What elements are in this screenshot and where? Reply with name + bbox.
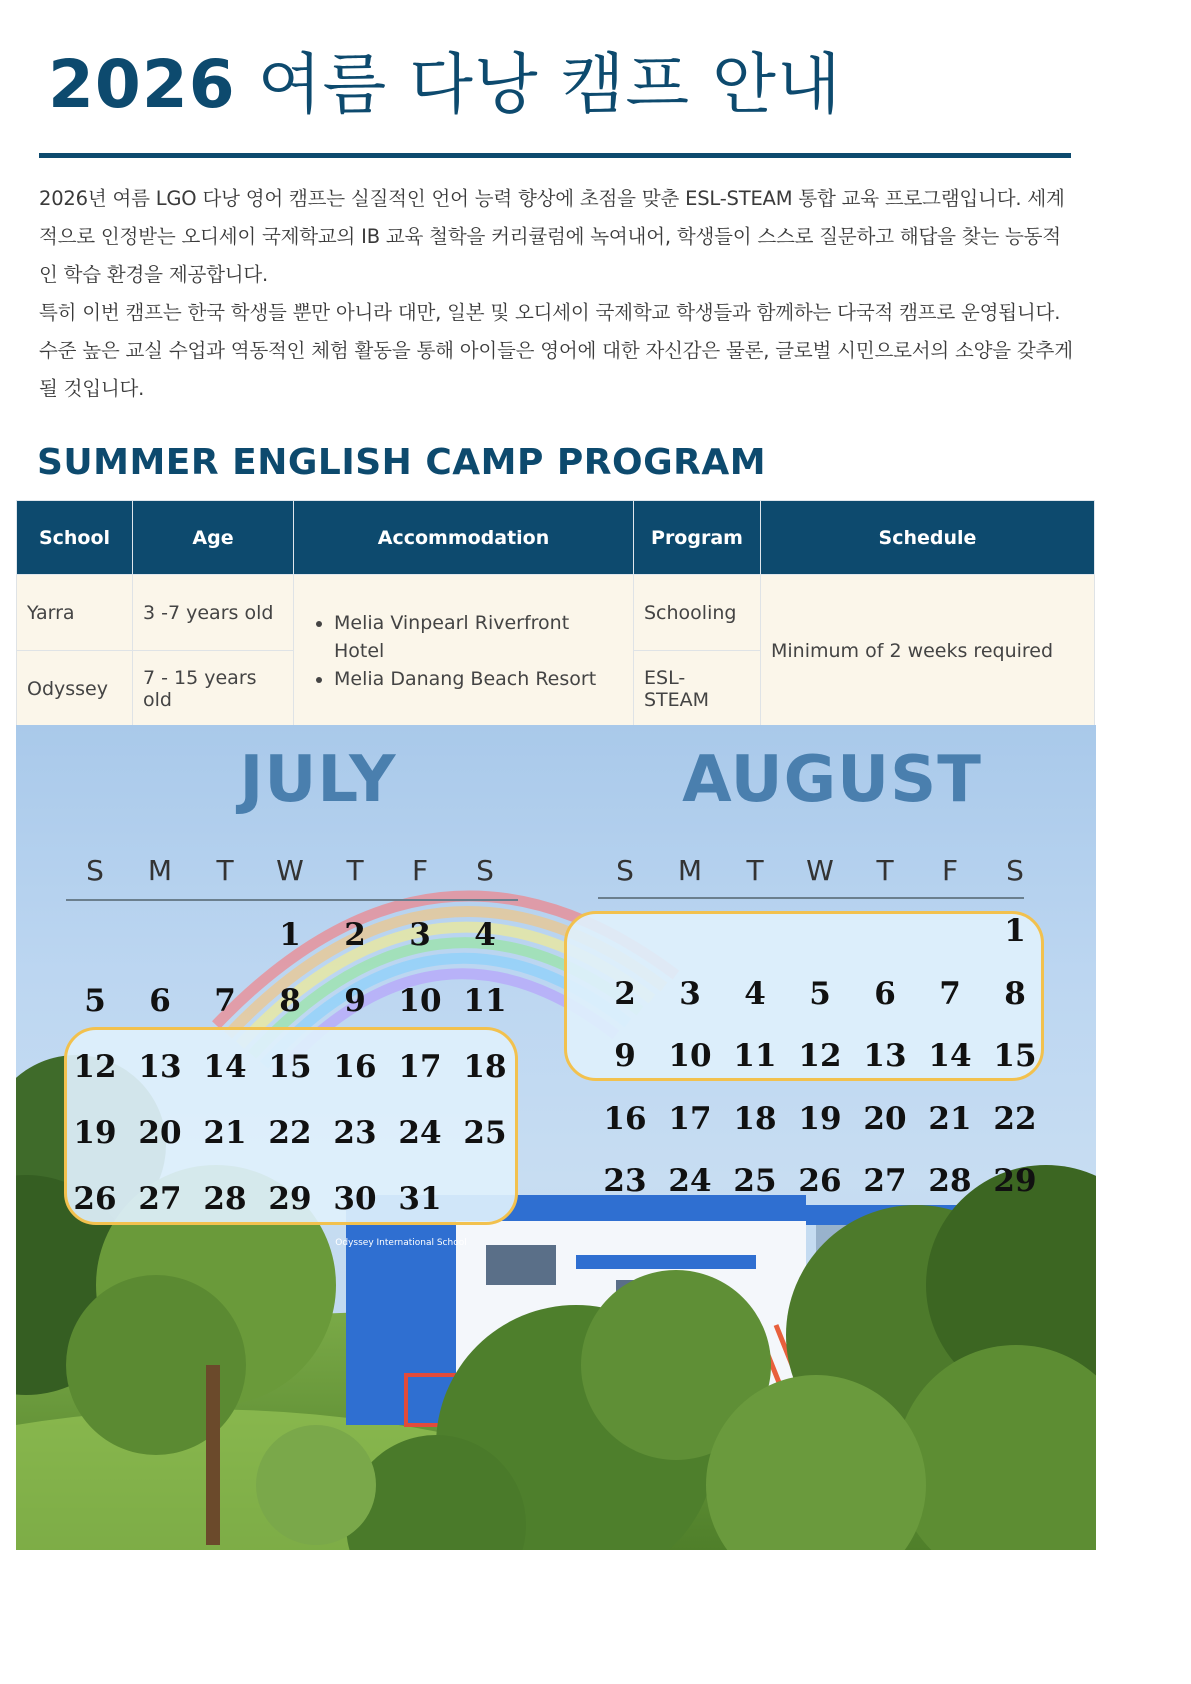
accommodation-item: • Melia Vinpearl Riverfront Hotel xyxy=(334,609,623,665)
weekday-label: T xyxy=(876,854,894,887)
calendar-day: 3 xyxy=(679,975,701,1012)
calendar-day: 10 xyxy=(668,1038,712,1074)
month-name: JULY xyxy=(239,743,397,817)
calendar-day: 26 xyxy=(73,1181,117,1217)
calendar-day: 1 xyxy=(279,917,301,953)
weekday-label: T xyxy=(216,854,234,887)
title-year: 2026 xyxy=(48,46,236,123)
calendar-day: 29 xyxy=(993,1163,1037,1199)
calendar-day: 15 xyxy=(993,1038,1037,1074)
calendar-day: 28 xyxy=(928,1163,972,1199)
calendar-divider xyxy=(66,899,518,901)
calendar-day: 21 xyxy=(928,1100,972,1137)
calendar-day: 28 xyxy=(203,1181,247,1217)
calendar-day: 6 xyxy=(149,983,171,1019)
calendar-day: 30 xyxy=(333,1181,377,1217)
calendar-day: 10 xyxy=(398,983,442,1019)
calendar-day: 8 xyxy=(279,983,301,1019)
intro-paragraph: 특히 이번 캠프는 한국 학생들 뿐만 아니라 대만, 일본 및 오디세이 국제학교 학생들과 함께하는 다국적 캠프로 운영됩니다. 수준 높은 교실 수업과 역동적인 체험 활동을 통해 아이들은 영어에 대한 자신감은 물론, 글로벌 시민으로서의 소양을 갖추게 될 것입니다. xyxy=(39,301,1073,400)
calendar-day: 12 xyxy=(73,1049,117,1085)
calendar-day: 16 xyxy=(333,1049,377,1085)
column-header-age: Age xyxy=(133,501,294,575)
table-row xyxy=(17,575,1095,651)
weekday-label: S xyxy=(476,854,494,887)
intro-paragraph: 2026년 여름 LGO 다낭 영어 캠프는 실질적인 언어 능력 향상에 초점을 맞춘 ESL-STEAM 통합 교육 프로그램입니다. 세계적으로 인정받는 오디세이 국제학교의 IB 교육 철학을 커리큘럼에 녹여내어, 학생들이 스스로 질문하고 해답을 찾는 능동적인 학습 환경을 제공합니다. xyxy=(39,187,1065,286)
calendar-day: 24 xyxy=(398,1115,442,1151)
weekday-label: M xyxy=(677,854,703,887)
calendar-day: 7 xyxy=(214,983,236,1019)
page-title xyxy=(48,40,842,130)
weekday-label: M xyxy=(147,854,173,887)
calendar-day: 21 xyxy=(203,1115,247,1151)
weekday-label: W xyxy=(806,854,834,887)
calendar-day: 9 xyxy=(344,983,366,1019)
calendar-day: 23 xyxy=(603,1163,647,1199)
program-table xyxy=(16,500,1095,727)
calendar-day: 29 xyxy=(268,1181,312,1217)
calendar-day: 11 xyxy=(733,1038,777,1074)
calendar-day: 17 xyxy=(398,1049,442,1085)
calendar-divider xyxy=(598,897,1024,899)
calendar-day: 8 xyxy=(1004,975,1026,1012)
calendar-day: 17 xyxy=(668,1100,712,1137)
campus-photo-calendar xyxy=(16,725,1096,1550)
calendar-day: 6 xyxy=(874,975,896,1012)
cell-schedule: Minimum of 2 weeks required xyxy=(761,575,1095,727)
calendar-day: 12 xyxy=(798,1038,842,1074)
calendar-day: 27 xyxy=(138,1181,182,1217)
weekday-label: W xyxy=(276,854,304,887)
calendar-day: 15 xyxy=(268,1049,312,1085)
title-text: 여름 다낭 캠프 안내 xyxy=(257,46,842,123)
calendar-day: 22 xyxy=(268,1115,312,1151)
weekday-label: F xyxy=(941,854,959,887)
weekday-label: S xyxy=(1006,854,1024,887)
calendar-day: 20 xyxy=(863,1100,907,1137)
calendar-day: 5 xyxy=(84,983,106,1019)
calendar-day: 3 xyxy=(409,917,431,953)
calendar-day: 18 xyxy=(463,1049,507,1085)
title-divider xyxy=(39,153,1071,158)
calendar-day: 25 xyxy=(463,1115,507,1151)
cell-age: 3 -7 years old xyxy=(133,575,294,651)
column-header-schedule: Schedule xyxy=(761,501,1095,575)
accommodation-list xyxy=(304,609,623,693)
column-header-accommodation: Accommodation xyxy=(294,501,634,575)
calendar-day: 1 xyxy=(1004,913,1026,949)
calendar-day: 16 xyxy=(603,1100,647,1137)
calendar-day: 4 xyxy=(474,917,496,953)
calendar-day: 13 xyxy=(863,1038,907,1074)
calendar-day: 4 xyxy=(744,975,766,1012)
calendar-day: 9 xyxy=(614,1038,636,1074)
calendar-day: 19 xyxy=(73,1115,117,1151)
cell-accommodation xyxy=(294,575,634,727)
calendar-day: 22 xyxy=(993,1100,1037,1137)
cell-program: ESL-STEAM xyxy=(634,651,761,727)
calendar-day: 26 xyxy=(798,1163,842,1199)
calendar-day: 19 xyxy=(798,1100,842,1137)
calendar-day: 13 xyxy=(138,1049,182,1085)
calendar-day: 14 xyxy=(203,1049,247,1085)
calendar-day: 20 xyxy=(138,1115,182,1151)
cell-school: Yarra xyxy=(17,575,133,651)
column-header-school: School xyxy=(17,501,133,575)
school-sign: Odyssey International School xyxy=(335,1238,467,1248)
calendar-day: 2 xyxy=(344,917,366,953)
weekday-label: T xyxy=(346,854,364,887)
calendar-day: 25 xyxy=(733,1163,777,1199)
calendar-day: 7 xyxy=(939,975,961,1012)
calendar-day: 11 xyxy=(463,983,507,1019)
table-header-row xyxy=(17,501,1095,575)
calendar-day: 23 xyxy=(333,1115,377,1151)
calendar-day: 27 xyxy=(863,1163,907,1199)
calendar-day: 14 xyxy=(928,1038,972,1074)
month-name: AUGUST xyxy=(682,743,982,817)
weekday-label: T xyxy=(746,854,764,887)
intro-text xyxy=(39,180,1073,408)
cell-program: Schooling xyxy=(634,575,761,651)
weekday-label: F xyxy=(411,854,429,887)
calendar-day: 24 xyxy=(668,1163,712,1199)
calendar-day: 5 xyxy=(809,975,831,1012)
cell-school: Odyssey xyxy=(17,651,133,727)
weekday-label: S xyxy=(616,854,634,887)
weekday-label: S xyxy=(86,854,104,887)
calendar-day: 18 xyxy=(733,1100,777,1137)
column-header-program: Program xyxy=(634,501,761,575)
calendar-day: 31 xyxy=(398,1181,442,1217)
calendar-day: 2 xyxy=(614,975,636,1012)
program-heading: SUMMER ENGLISH CAMP PROGRAM xyxy=(37,442,767,483)
accommodation-item: • Melia Danang Beach Resort xyxy=(334,665,623,693)
cell-age: 7 - 15 years old xyxy=(133,651,294,727)
